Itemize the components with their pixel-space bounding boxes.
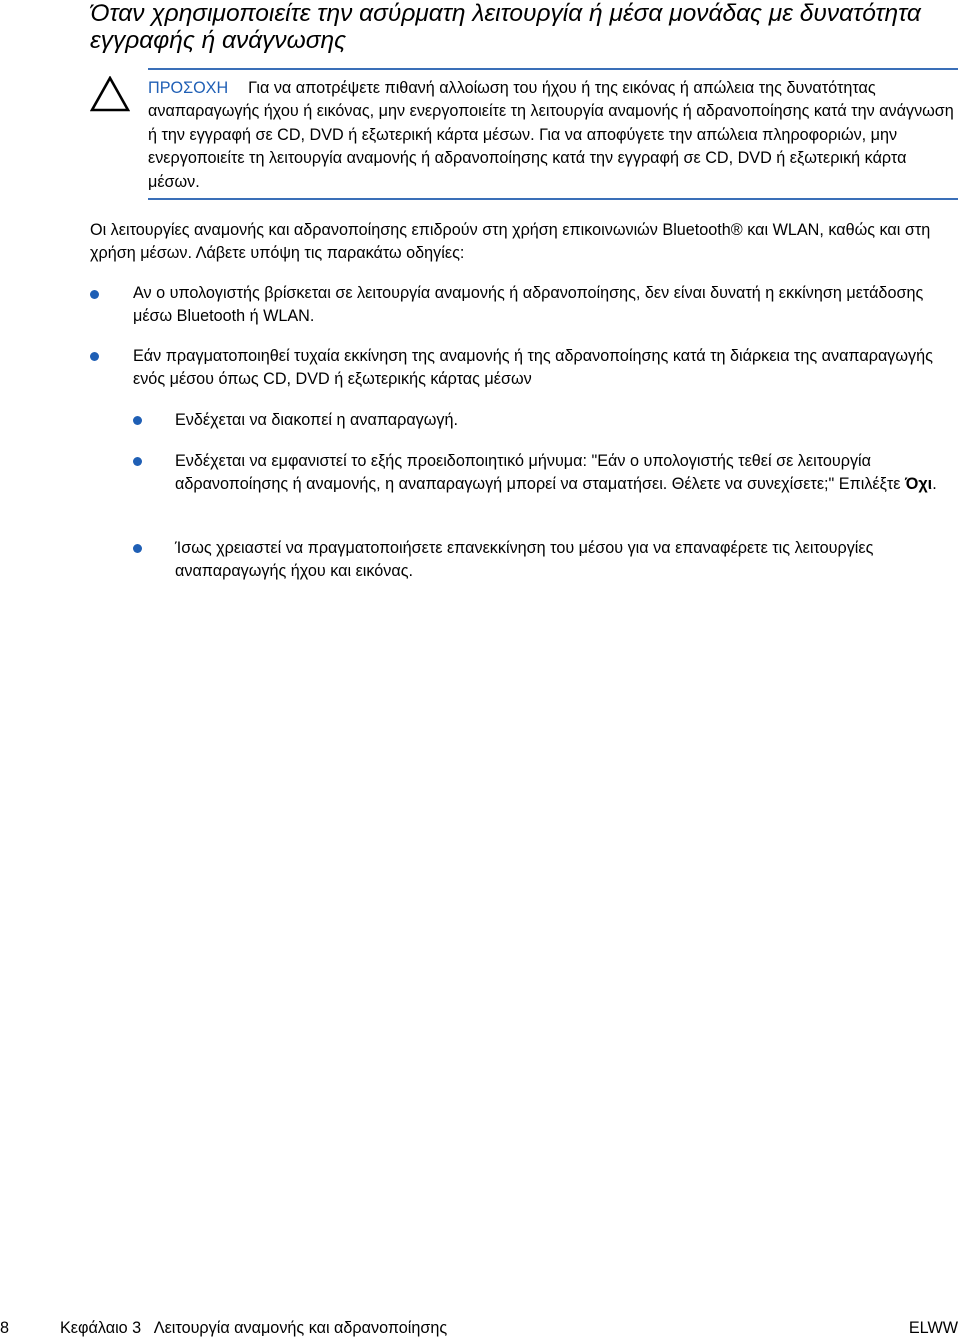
sub-bullet-dot [133, 457, 142, 466]
footer-page-number: 8 [0, 1319, 10, 1337]
footer-doc-code: ELWW [908, 1319, 958, 1337]
sub-list-item [175, 450, 955, 497]
sub-list-item: Ίσως χρειαστεί να πραγματοποιήσετε επανεκκίνηση του μέσου για να επαναφέρετε τις λειτουργίες αναπαραγωγής ήχου και εικόνας. [175, 539, 874, 581]
bullet-dot [90, 290, 99, 299]
list-item: Αν ο υπολογιστής βρίσκεται σε λειτουργία αναμονής ή αδρανοποίησης, δεν είναι δυνατή η εκκίνηση μετάδοσης μέσω Bluetooth ή WLAN. [133, 284, 924, 326]
sub-list-item: Ενδέχεται να διακοπεί η αναπαραγωγή. [175, 411, 459, 429]
footer-chapter: Κεφάλαιο 3 Λειτουργία αναμονής και αδρανοποίησης [60, 1319, 448, 1337]
caution-body: Για να αποτρέψετε πιθανή αλλοίωση του ήχου ή της εικόνας ή απώλεια της δυνατότητας αναπαραγωγής ήχου ή εικόνας, μην ενεργοποιείτε τη λειτουργία αναμονής ή αδρανοποίησης κατά την ανάγνωση ή την εγγραφή σε CD, DVD ή εξωτερική κάρτα μέσων. Για να αποφύγετε την απώλεια πληροφοριών, μην ενεργοποιείτε τη λειτουργία αναμονής ή αδρανοποίησης κατά την εγγραφή σε CD, DVD ή εξωτερική κάρτα μέσων. [148, 79, 954, 191]
warning-triangle-icon [90, 76, 130, 112]
sub-bullet-dot [133, 416, 142, 425]
intro-paragraph: Οι λειτουργίες αναμονής και αδρανοποίησης επιδρούν στη χρήση επικοινωνιών Bluetooth® και WLAN, καθώς και στη χρήση μέσων. Λάβετε υπόψη τις παρακάτω οδηγίες: [90, 221, 931, 263]
page-title: Όταν χρησιμοποιείτε την ασύρματη λειτουργία ή μέσα μονάδας με δυνατότητα εγγραφής ή ανάγνωσης [90, 0, 921, 54]
caution-bottom-rule [148, 198, 958, 200]
sub-bullet-dot [133, 544, 142, 553]
option-no-label: Όχι [905, 475, 933, 494]
caution-note [90, 68, 958, 200]
caution-top-rule [148, 68, 958, 70]
sub-list-item-text: Ενδέχεται να εμφανιστεί το εξής προειδοποιητικό μήνυμα: "Εάν ο υπολογιστής τεθεί σε λειτουργία αδρανοποίησης ή αναμονής, η αναπαραγωγή μπορεί να σταματήσει. Θέλετε να συνεχίσετε;" Επιλέξτε [175, 452, 906, 494]
bullet-dot [90, 352, 99, 361]
caution-label: ΠΡΟΣΟΧΗ [148, 79, 229, 97]
sub-list-item-after: . [932, 475, 937, 494]
caution-text [148, 77, 958, 194]
list-item: Εάν πραγματοποιηθεί τυχαία εκκίνηση της αναμονής ή της αδρανοποίησης κατά τη διάρκεια της αναπαραγωγής ενός μέσου όπως CD, DVD ή εξωτερικής κάρτας μέσων [133, 347, 933, 389]
